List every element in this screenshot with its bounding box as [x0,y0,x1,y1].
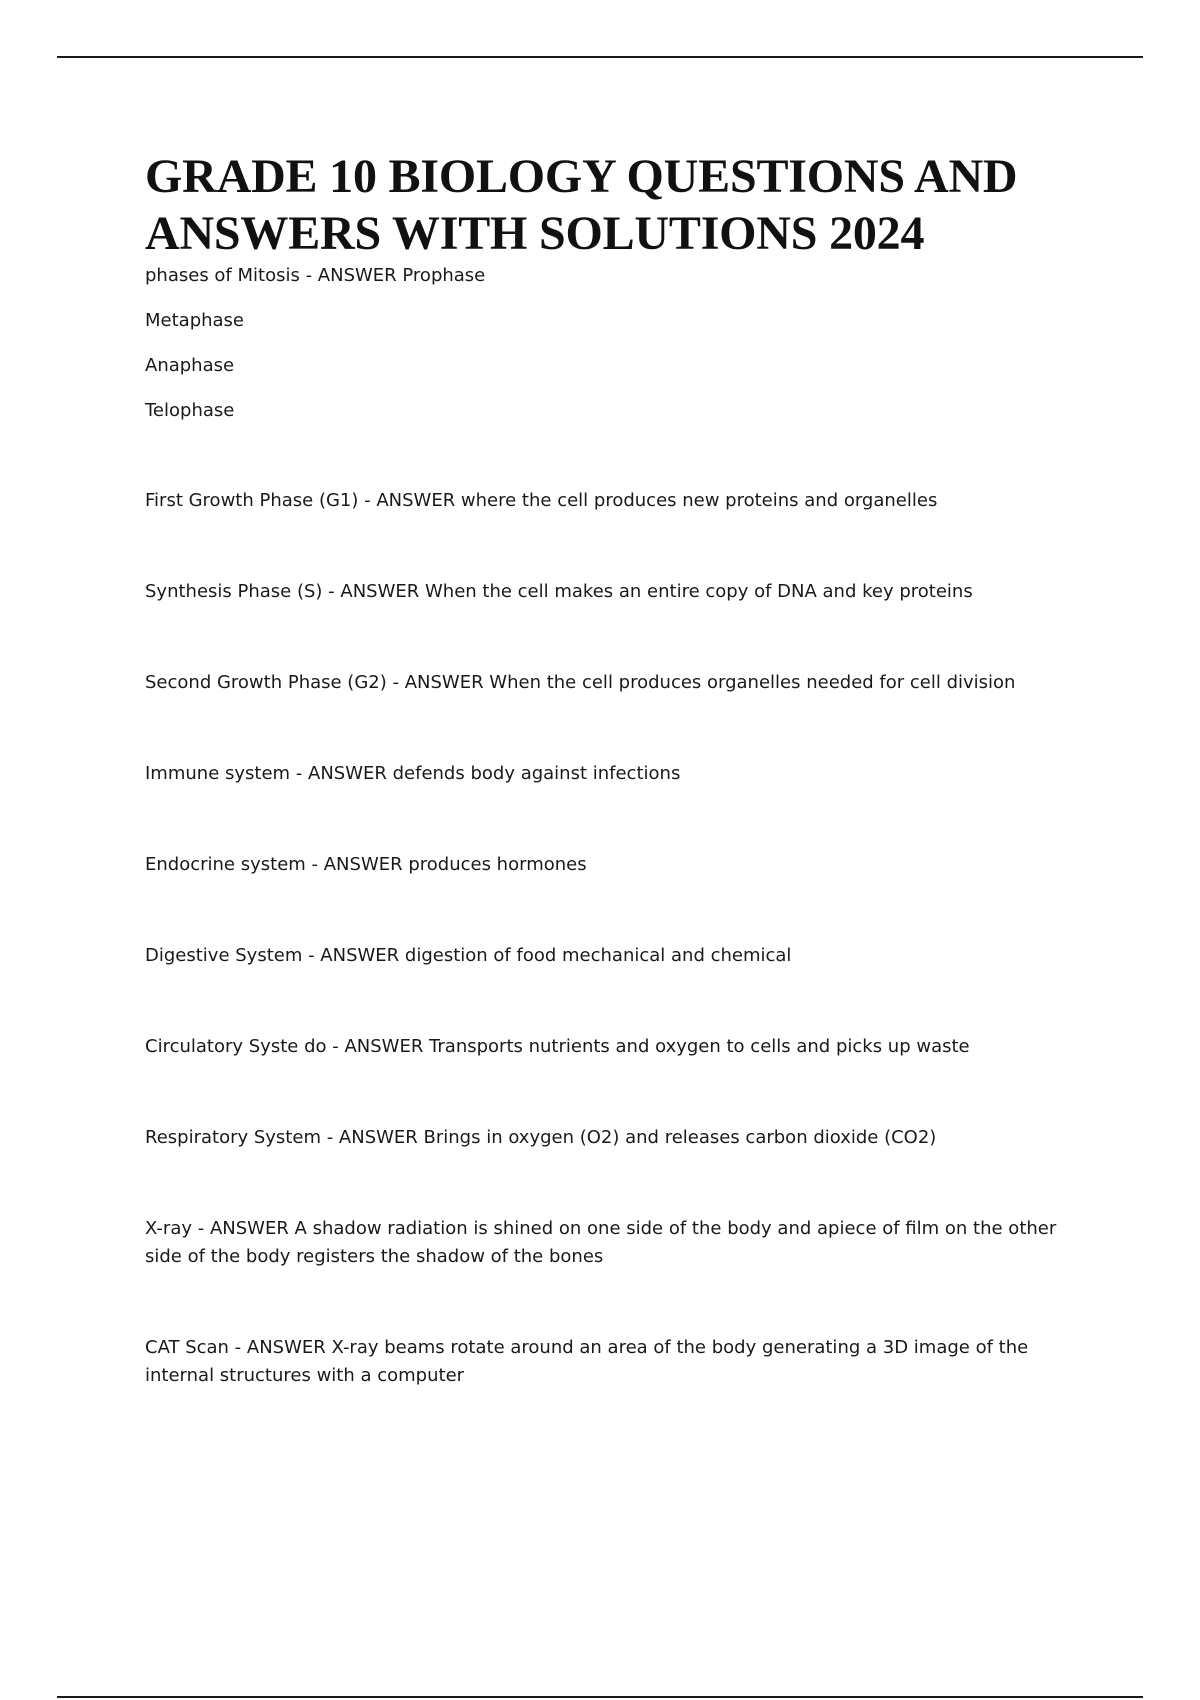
qa-item-digestive: Digestive System - ANSWER digestion of food mechanical and chemical [145,945,792,966]
mitosis-phase-telophase: Telophase [145,400,235,421]
mitosis-phase-metaphase: Metaphase [145,310,245,331]
document-body [145,148,1095,1390]
qa-item-g2: Second Growth Phase (G2) - ANSWER When the cell produces organelles needed for cell division [145,672,1016,693]
mitosis-phase-anaphase: Anaphase [145,355,235,376]
qa-item-respiratory: Respiratory System - ANSWER Brings in oxygen (O2) and releases carbon dioxide (CO2) [145,1127,937,1148]
mitosis-question: phases of Mitosis - ANSWER Prophase [145,265,486,286]
top-rule [57,56,1143,58]
qa-item-cat-scan: CAT Scan - ANSWER X-ray beams rotate around an area of the body generating a 3D image of the internal structures with a computer [145,1337,1029,1386]
qa-item-xray: X-ray - ANSWER A shadow radiation is shined on one side of the body and apiece of film on the other side of the body registers the shadow of the bones [145,1218,1057,1267]
bottom-rule [57,1696,1143,1698]
qa-item-endocrine: Endocrine system - ANSWER produces hormones [145,854,587,875]
qa-item-circulatory: Circulatory Syste do - ANSWER Transports nutrients and oxygen to cells and picks up waste [145,1036,970,1057]
qa-item-g1: First Growth Phase (G1) - ANSWER where the cell produces new proteins and organelles [145,490,938,511]
document-title: GRADE 10 BIOLOGY QUESTIONS AND ANSWERS WITH SOLUTIONS 2024 [145,150,1018,260]
qa-item-synthesis: Synthesis Phase (S) - ANSWER When the cell makes an entire copy of DNA and key proteins [145,581,973,602]
qa-item-immune: Immune system - ANSWER defends body against infections [145,763,681,784]
